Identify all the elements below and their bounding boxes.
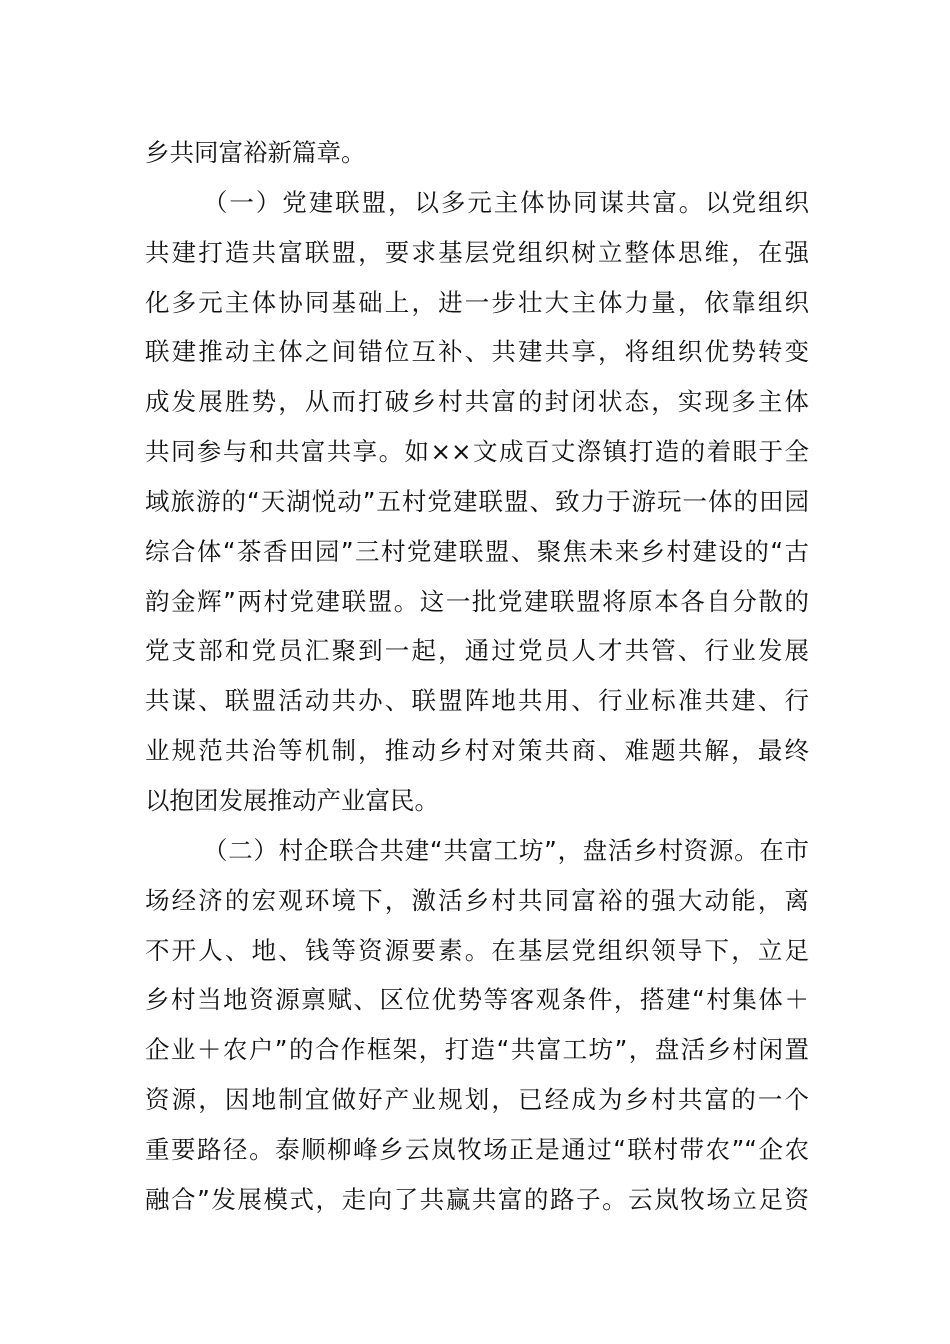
- body-text: [145, 128, 809, 1225]
- text-line: （一）党建联盟，以多元主体协同谋共富。以党组织: [203, 187, 809, 217]
- text-line: 资源，因地制宜做好产业规划，已经成为乡村共富的一个: [145, 1085, 809, 1115]
- text-line: 党支部和党员汇聚到一起，通过党员人才共管、行业发展: [145, 636, 809, 666]
- text-line: 以抱团发展推动产业富民。: [145, 785, 439, 815]
- text-line: 域旅游的“天湖悦动”五村党建联盟、致力于游玩一体的田园: [145, 486, 809, 516]
- text-line: 共谋、联盟活动共办、联盟阵地共用、行业标准共建、行: [145, 686, 809, 716]
- text-line: 共建打造共富联盟，要求基层党组织树立整体思维，在强: [145, 237, 809, 267]
- text-line: 成发展胜势，从而打破乡村共富的封闭状态，实现多主体: [145, 387, 809, 417]
- text-line: 融合”发展模式，走向了共赢共富的路子。云岚牧场立足资: [145, 1184, 809, 1214]
- text-line: 综合体“茶香田园”三村党建联盟、聚焦未来乡村建设的“古: [145, 536, 809, 566]
- text-line: （二）村企联合共建“共富工坊”，盘活乡村资源。在市: [203, 835, 809, 865]
- text-line: 不开人、地、钱等资源要素。在基层党组织领导下，立足: [145, 935, 809, 965]
- text-line: 联建推动主体之间错位互补、共建共享，将组织优势转变: [145, 337, 809, 367]
- text-line: 企业＋农户”的合作框架，打造“共富工坊”，盘活乡村闲置: [145, 1035, 809, 1065]
- text-line: 乡共同富裕新篇章。: [145, 138, 366, 167]
- text-line: 重要路径。泰顺柳峰乡云岚牧场正是通过“联村带农”“企农: [145, 1134, 809, 1164]
- text-line: 乡村当地资源禀赋、区位优势等客观条件，搭建“村集体＋: [145, 985, 809, 1015]
- text-line: 韵金辉”两村党建联盟。这一批党建联盟将原本各自分散的: [145, 586, 809, 616]
- text-line: 场经济的宏观环境下，激活乡村共同富裕的强大动能，离: [145, 885, 809, 915]
- text-line: 化多元主体协同基础上，进一步壮大主体力量，依靠组织: [145, 287, 809, 317]
- text-line: 业规范共治等机制，推动乡村对策共商、难题共解，最终: [145, 736, 809, 766]
- text-line: 共同参与和共富共享。如××文成百丈漈镇打造的着眼于全: [145, 437, 809, 467]
